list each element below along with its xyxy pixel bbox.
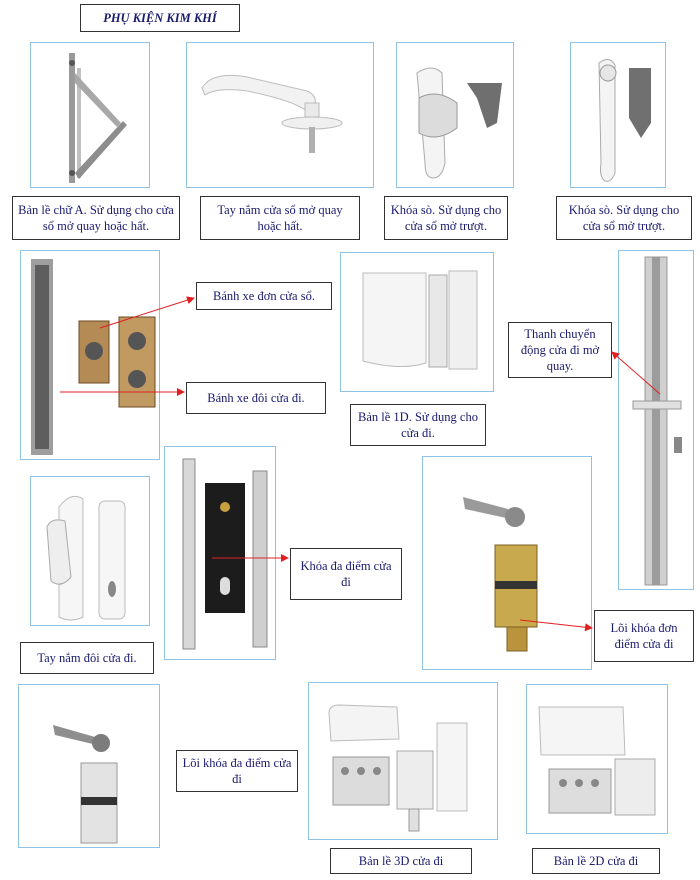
door-handle-image bbox=[31, 477, 151, 627]
multipoint-lock-image bbox=[165, 447, 277, 661]
rollers-image bbox=[21, 251, 161, 461]
a-hinge-image bbox=[31, 43, 151, 189]
caption-multipoint-lock: Khóa đa điểm cửa đi bbox=[290, 548, 402, 600]
photo-2d-hinge bbox=[526, 684, 668, 834]
photo-rollers bbox=[20, 250, 160, 460]
caption-2d-hinge: Bản lề 2D cửa đi bbox=[532, 848, 660, 874]
caption-single-roller: Bánh xe đơn cửa sổ. bbox=[196, 282, 332, 310]
shell-lock-1-image bbox=[397, 43, 515, 189]
photo-door-handle bbox=[30, 476, 150, 626]
single-cylinder-image bbox=[423, 457, 593, 671]
photo-a-hinge bbox=[30, 42, 150, 188]
caption-espagnolette: Thanh chuyển động cửa đi mở quay. bbox=[508, 322, 612, 378]
multi-cylinder-image bbox=[19, 685, 161, 849]
photo-espagnolette bbox=[618, 250, 694, 590]
3d-hinge-image bbox=[309, 683, 499, 841]
photo-multipoint-lock bbox=[164, 446, 276, 660]
2d-hinge-image bbox=[527, 685, 669, 835]
caption-3d-hinge: Bản lề 3D cửa đi bbox=[330, 848, 472, 874]
espagnolette-image bbox=[619, 251, 695, 591]
caption-door-handle: Tay nắm đôi cửa đi. bbox=[20, 642, 154, 674]
photo-shell-lock-2 bbox=[570, 42, 666, 188]
photo-window-handle bbox=[186, 42, 374, 188]
photo-1d-hinge bbox=[340, 252, 494, 392]
page-title: PHỤ KIỆN KIM KHÍ bbox=[80, 4, 240, 32]
1d-hinge-image bbox=[341, 253, 495, 393]
caption-double-roller: Bánh xe đôi cửa đi. bbox=[186, 382, 326, 414]
caption-a-hinge: Bản lề chữ A. Sử dụng cho cửa sổ mở quay hoặc hất. bbox=[12, 196, 180, 240]
photo-single-cylinder bbox=[422, 456, 592, 670]
caption-single-cylinder: Lõi khóa đơn điểm cửa đi bbox=[594, 610, 694, 662]
photo-3d-hinge bbox=[308, 682, 498, 840]
caption-multi-cylinder: Lõi khóa đa điểm cửa đi bbox=[176, 750, 298, 792]
photo-shell-lock-1 bbox=[396, 42, 514, 188]
window-handle-image bbox=[187, 43, 375, 189]
photo-multi-cylinder bbox=[18, 684, 160, 848]
shell-lock-2-image bbox=[571, 43, 667, 189]
caption-shell-lock-2: Khóa sò. Sử dụng cho cửa sổ mở trượt. bbox=[556, 196, 692, 240]
caption-shell-lock-1: Khóa sò. Sử dụng cho cửa sổ mở trượt. bbox=[384, 196, 508, 240]
caption-1d-hinge: Bản lề 1D. Sử dụng cho cửa đi. bbox=[350, 404, 486, 446]
caption-window-handle: Tay nắm cửa sổ mở quay hoặc hất. bbox=[200, 196, 360, 240]
